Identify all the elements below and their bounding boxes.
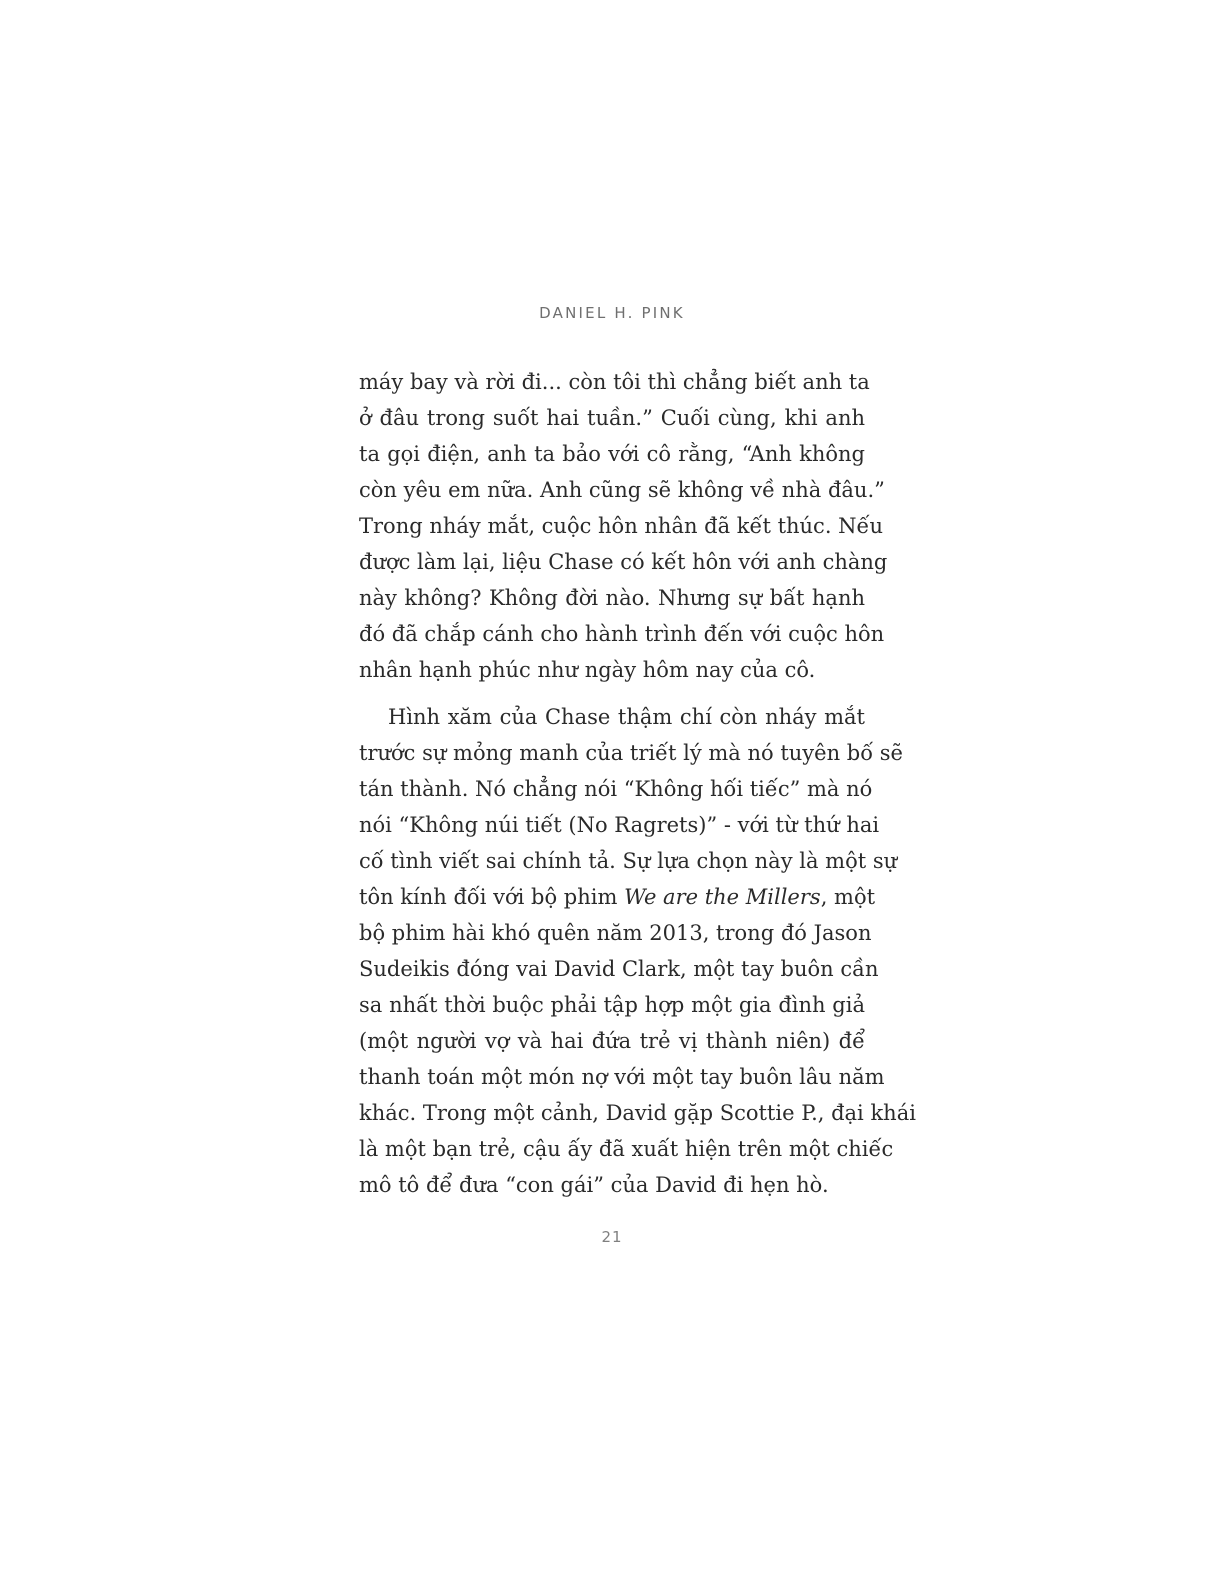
text-line: Sudeikis đóng vai David Clark, một tay buôn cần [359, 957, 879, 981]
text-line: nhân hạnh phúc như ngày hôm nay của cô. [359, 658, 816, 682]
text-line: nói “Không núi tiết (No Ragrets)” - với từ thứ hai [359, 813, 880, 837]
text-line: ta gọi điện, anh ta bảo với cô rằng, “Anh không [359, 442, 865, 466]
text-line: ở đâu trong suốt hai tuần.” Cuối cùng, khi anh [359, 406, 865, 430]
text-line: còn yêu em nữa. Anh cũng sẽ không về nhà đâu.” [359, 478, 885, 502]
text-line: khác. Trong một cảnh, David gặp Scottie P., đại khái [359, 1101, 916, 1125]
text-line: cố tình viết sai chính tả. Sự lựa chọn này là một sự [359, 849, 898, 873]
paragraph-gap [359, 688, 865, 699]
text-fragment: , một [820, 885, 876, 909]
text-line: (một người vợ và hai đứa trẻ vị thành niên) để [359, 1029, 865, 1053]
text-fragment: tôn kính đối với bộ phim [359, 885, 618, 909]
film-title: We are the Millers [624, 885, 821, 909]
page-number: 21 [601, 1228, 623, 1246]
text-line: đó đã chắp cánh cho hành trình đến với cuộc hôn [359, 622, 885, 646]
text-line: sa nhất thời buộc phải tập hợp một gia đình giả [359, 993, 865, 1017]
text-line: bộ phim hài khó quên năm 2013, trong đó Jason [359, 921, 872, 945]
text-line: là một bạn trẻ, cậu ấy đã xuất hiện trên một chiếc [359, 1137, 894, 1161]
text-line-with-film-title [359, 879, 876, 915]
text-line: mô tô để đưa “con gái” của David đi hẹn hò. [359, 1173, 829, 1197]
text-line: này không? Không đời nào. Nhưng sự bất hạnh [359, 586, 865, 610]
running-header-author: DANIEL H. PINK [539, 304, 685, 322]
text-line: Hình xăm của Chase thậm chí còn nháy mắt [388, 705, 865, 729]
text-line: được làm lại, liệu Chase có kết hôn với anh chàng [359, 550, 888, 574]
text-line: máy bay và rời đi... còn tôi thì chẳng biết anh ta [359, 370, 870, 394]
text-line: Trong nháy mắt, cuộc hôn nhân đã kết thúc. Nếu [359, 514, 883, 538]
text-line: tán thành. Nó chẳng nói “Không hối tiếc” mà nó [359, 777, 873, 801]
body-text [359, 364, 916, 1203]
text-line: thanh toán một món nợ với một tay buôn lâu năm [359, 1065, 885, 1089]
text-line: trước sự mỏng manh của triết lý mà nó tuyên bố sẽ [359, 741, 903, 765]
